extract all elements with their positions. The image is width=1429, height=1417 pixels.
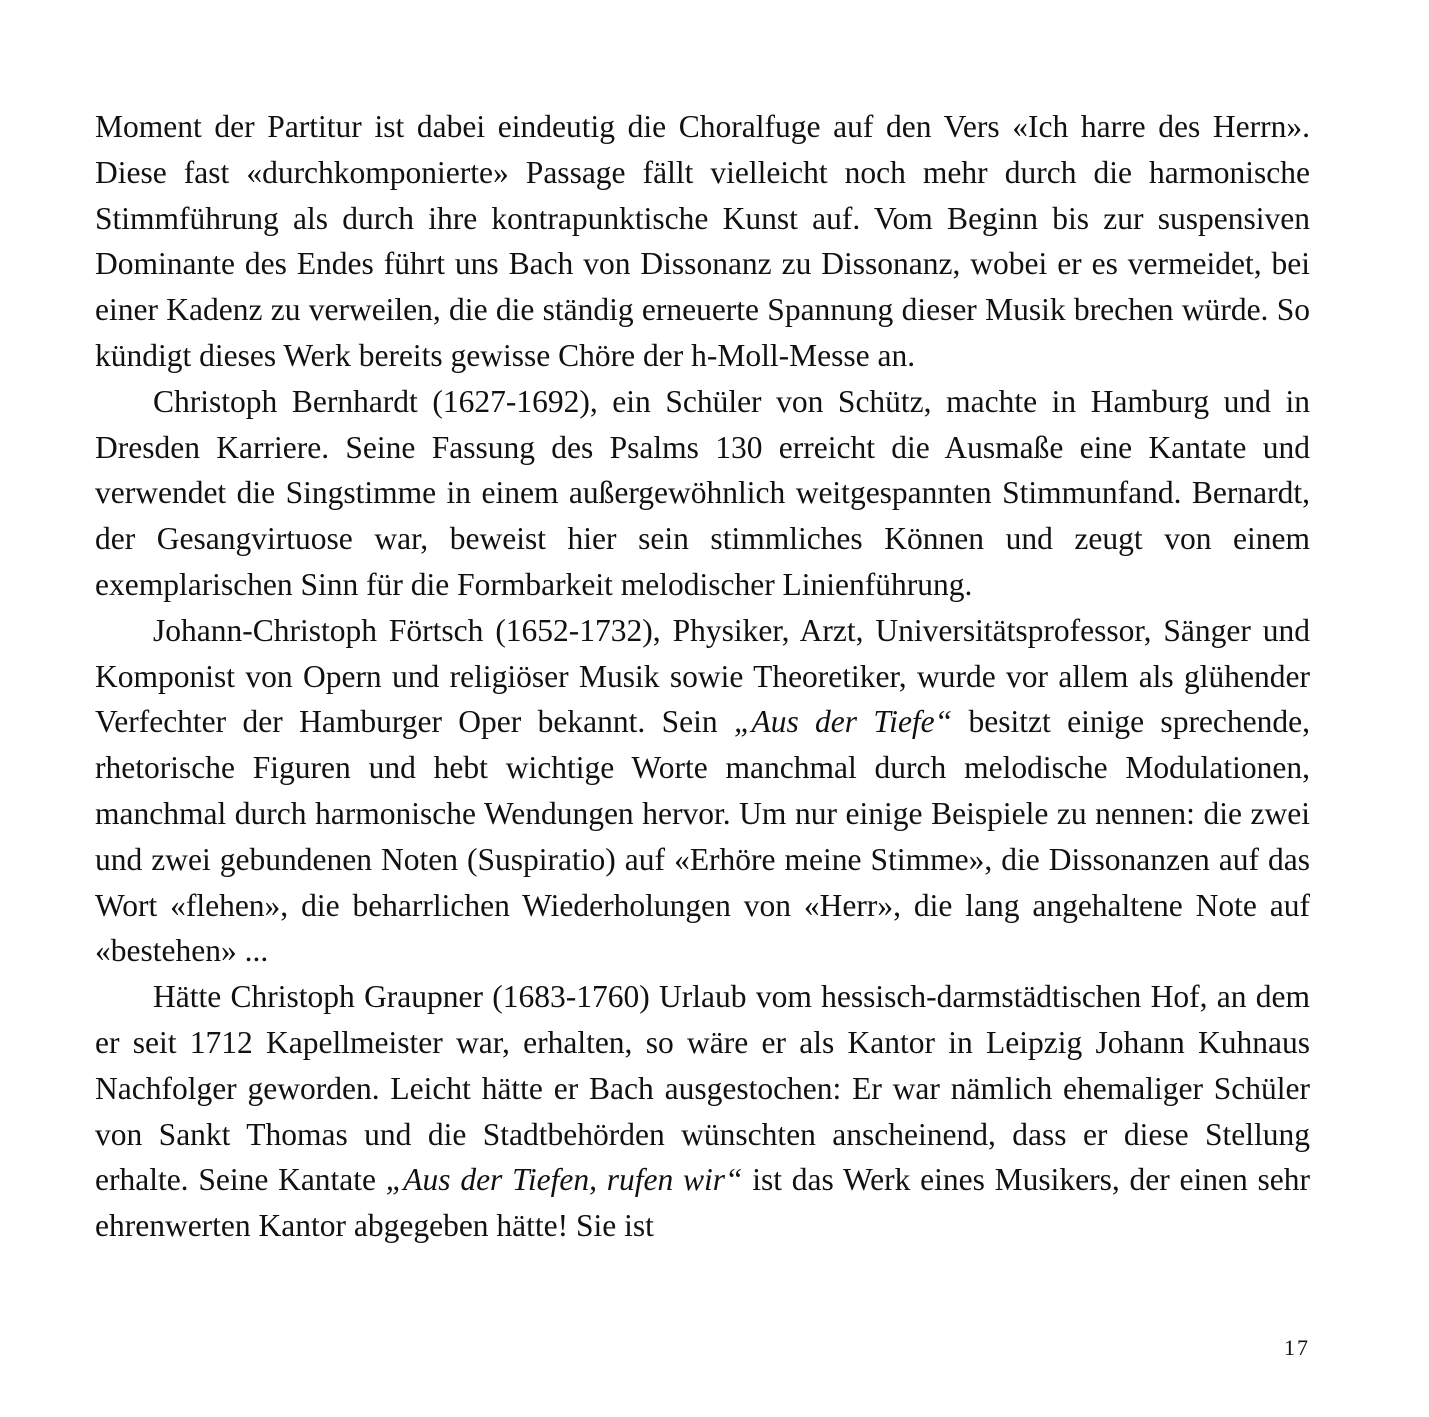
paragraph-foertsch <box>95 608 1310 974</box>
page-body <box>95 104 1310 1249</box>
paragraph-graupner <box>95 974 1310 1249</box>
work-title: „Aus der Tiefe“ <box>733 704 953 740</box>
paragraph-bach-choral-fugue <box>95 104 1310 379</box>
paragraph-bernhardt <box>95 379 1310 608</box>
work-title: „Aus der Tiefen, rufen wir“ <box>385 1162 743 1198</box>
paragraph-text-before: Johann-Christoph Förtsch (1652-1732), Physiker, Arzt, Universitätsprofessor, Sänger und Komponist von Opern und religiöser Musik sowie Theoretiker, wurde vor allem als glühender Verfechter der Hamburger Oper bekannt. Sein <box>95 612 1310 740</box>
paragraph-text-after: besitzt einige sprechende, rhetorische Figuren und hebt wichtige Worte manchmal durch melodische Modulationen, manchmal durch harmonische Wendungen hervor. Um nur einige Beispiele zu nennen: die zwei und zwei gebundenen Noten (Suspiratio) auf «Erhöre meine Stimme», die Dissonanzen auf das Wort «flehen», die beharrlichen Wiederholungen von «Herr», die lang angehaltene Note auf «bestehen» ... <box>95 704 1310 969</box>
page-number: 17 <box>1284 1335 1310 1360</box>
paragraph-text: Christoph Bernhardt (1627-1692), ein Schüler von Schütz, machte in Hamburg und in Dresden Karriere. Seine Fassung des Psalms 130 erreicht die Ausmaße eine Kantate und verwendet die Singstimme in einem außergewöhnlich weitgespannten Stimmunfand. Bernardt, der Gesangvirtuose war, beweist hier sein stimmliches Können und zeugt von einem exemplarischen Sinn für die Formbarkeit melodischer Linienführung. <box>95 383 1310 602</box>
paragraph-text: Moment der Partitur ist dabei eindeutig die Choralfuge auf den Vers «Ich harre des Herrn». Diese fast «durchkomponierte» Passage fällt vielleicht noch mehr durch die harmonische Stimmführung als durch ihre kontrapunktische Kunst auf. Vom Beginn bis zur suspensiven Dominante des Endes führt uns Bach von Dissonanz zu Dissonanz, wobei er es vermeidet, bei einer Kadenz zu verweilen, die die ständig erneuerte Spannung dieser Musik brechen würde. So kündigt dieses Werk bereits gewisse Chöre der h-Moll-Messe an. <box>95 109 1310 373</box>
paragraph-text-after: ist das Werk eines Musikers, der einen sehr ehrenwerten Kantor abgegeben hätte! Sie ist <box>95 1162 1310 1244</box>
paragraph-text-before: Hätte Christoph Graupner (1683-1760) Urlaub vom hessisch-darmstädtischen Hof, an dem er seit 1712 Kapellmeister war, erhalten, so wäre er als Kantor in Leipzig Johann Kuhnaus Nachfolger geworden. Leicht hätte er Bach ausgestochen: Er war nämlich ehemaliger Schüler von Sankt Thomas und die Stadtbehörden wünschten anscheinend, dass er diese Stellung erhalte. Seine Kantate <box>95 979 1310 1198</box>
